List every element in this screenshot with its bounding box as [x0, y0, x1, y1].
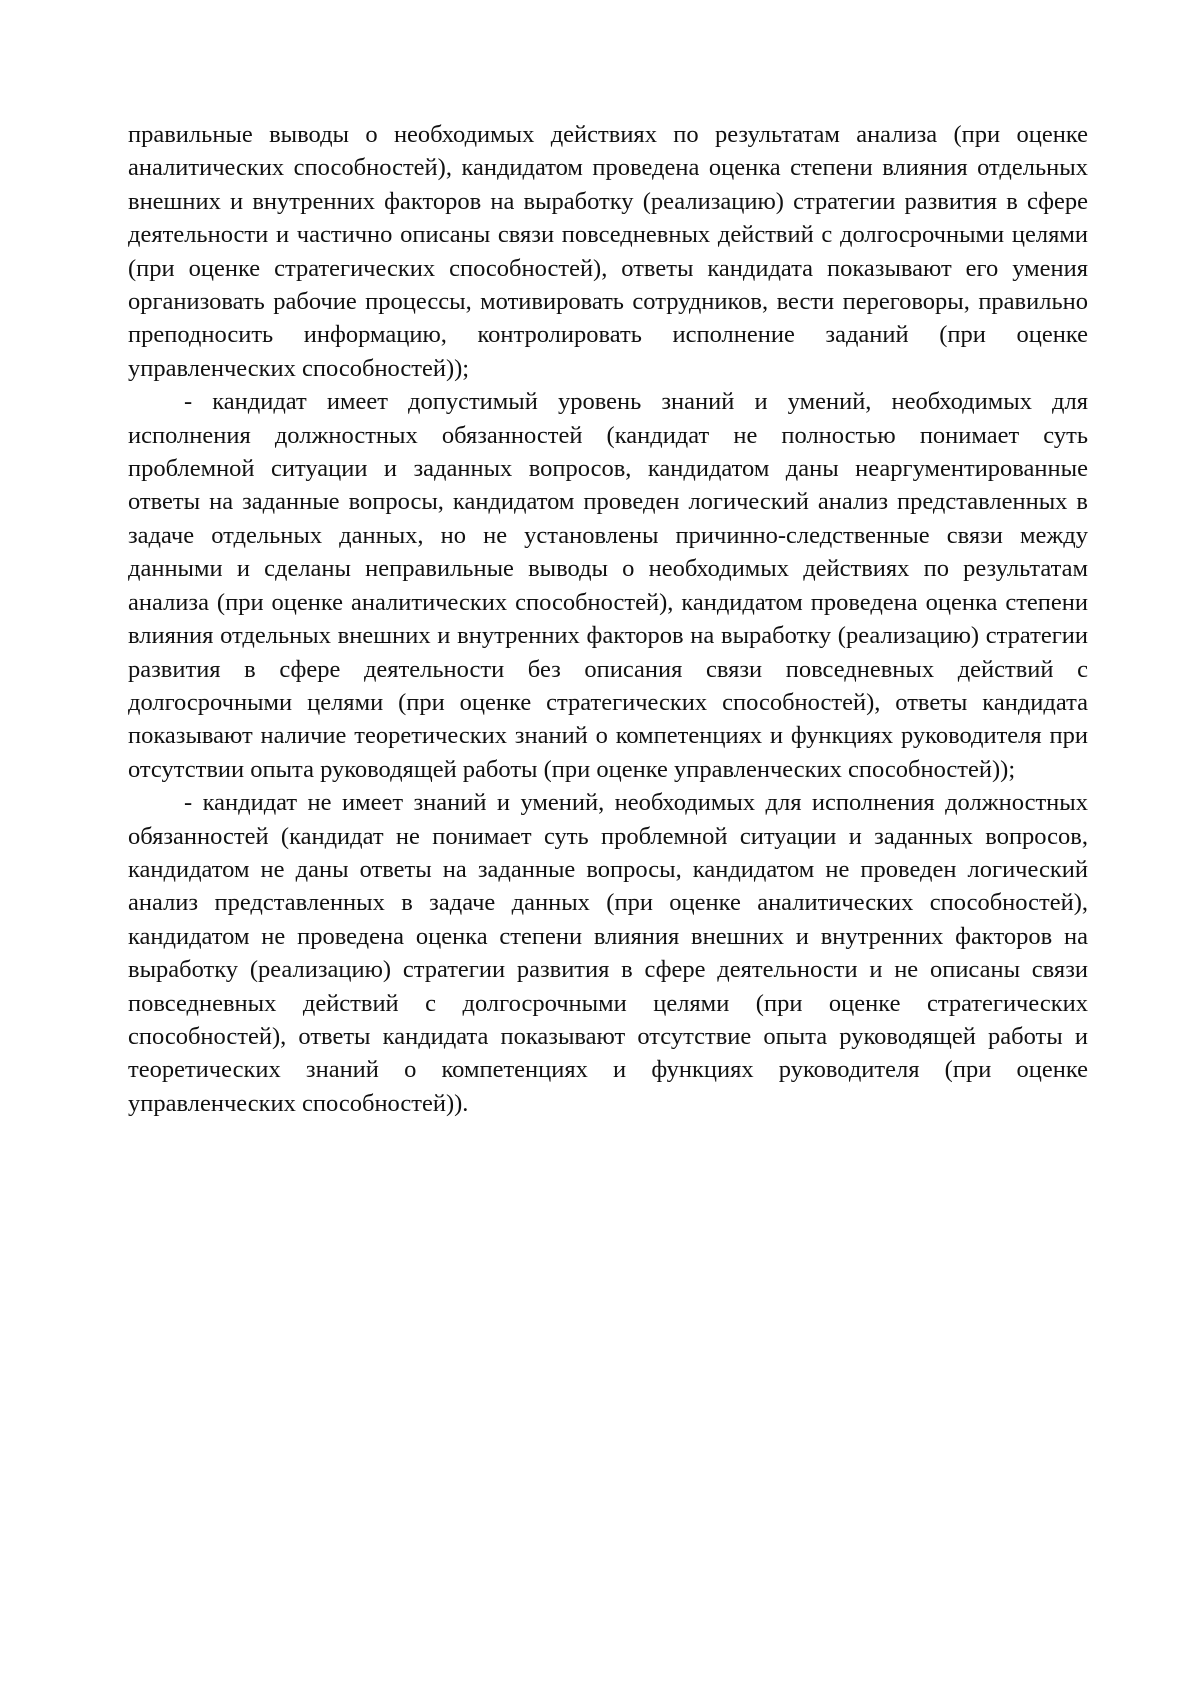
document-body [128, 118, 1088, 1120]
paragraph-permissible-level: - кандидат имеет допустимый уровень знаний и умений, необходимых для исполнения должностных обязанностей (кандидат не полностью понимает суть проблемной ситуации и заданных вопросов, кандидатом даны неаргументированные ответы на заданные вопросы, кандидатом проведен логический анализ представленных в задаче отдельных данных, но не установлены причинно-следственные связи между данными и сделаны неправильные выводы о необходимых действиях по результатам анализа (при оценке аналитических способностей), кандидатом проведена оценка степени влияния отдельных внешних и внутренних факторов на выработку (реализацию) стратегии развития в сфере деятельности без описания связи повседневных действий с долгосрочными целями (при оценке стратегических способностей), ответы кандидата показывают наличие теоретических знаний о компетенциях и функциях руководителя при отсутствии опыта руководящей работы (при оценке управленческих способностей)); [128, 388, 1088, 783]
paragraph-no-knowledge: - кандидат не имеет знаний и умений, необходимых для исполнения должностных обязанностей (кандидат не понимает суть проблемной ситуации и заданных вопросов, кандидатом не даны ответы на заданные вопросы, кандидатом не проведен логический анализ представленных в задаче данных (при оценке аналитических способностей), кандидатом не проведена оценка степени влияния внешних и внутренних факторов на выработку (реализацию) стратегии развития в сфере деятельности и не описаны связи повседневных действий с долгосрочными целями (при оценке стратегических способностей), ответы кандидата показывают отсутствие опыта руководящей работы и теоретических знаний о компетенциях и функциях руководителя (при оценке управленческих способностей)). [128, 789, 1088, 1117]
paragraph-continuation: правильные выводы о необходимых действиях по результатам анализа (при оценке аналитических способностей), кандидатом проведена оценка степени влияния отдельных внешних и внутренних факторов на выработку (реализацию) стратегии развития в сфере деятельности и частично описаны связи повседневных действий с долгосрочными целями (при оценке стратегических способностей), ответы кандидата показывают его умения организовать рабочие процессы, мотивировать сотрудников, вести переговоры, правильно преподносить информацию, контролировать исполнение заданий (при оценке управленческих способностей)); [128, 121, 1088, 382]
